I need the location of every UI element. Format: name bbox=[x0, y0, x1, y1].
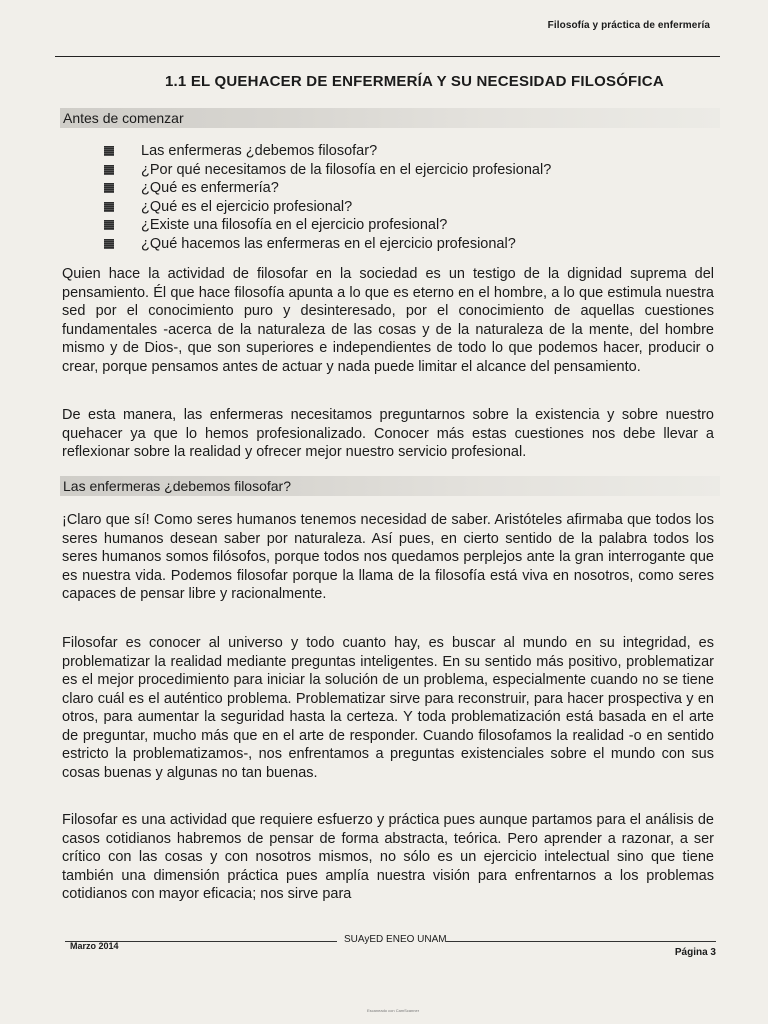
band-label: Las enfermeras ¿debemos filosofar? bbox=[63, 478, 291, 494]
paragraph: De esta manera, las enfermeras necesitamos preguntarnos sobre la existencia y sobre nuestro quehacer ya que lo hemos profesionalizado. Conocer más estas cuestiones nos debe llevar a reflexionar sobre la realidad y ofrecer mejor nuestro servicio profesional. bbox=[62, 407, 714, 460]
list-item: ¿Qué es enfermería? bbox=[104, 179, 551, 198]
footer-rule-right bbox=[446, 941, 716, 942]
square-bullet-icon bbox=[104, 220, 114, 230]
list-item: ¿Existe una filosofía en el ejercicio profesional? bbox=[104, 216, 551, 235]
footer-date: Marzo 2014 bbox=[70, 941, 119, 951]
list-item: ¿Por qué necesitamos de la filosofía en el ejercicio profesional? bbox=[104, 161, 551, 180]
header-rule bbox=[55, 56, 720, 57]
scanner-watermark: Escaneado con CamScanner bbox=[367, 1008, 420, 1013]
section-band-filosofar bbox=[60, 476, 720, 496]
footer-center-label: SUAyED ENEO UNAM bbox=[344, 934, 447, 945]
square-bullet-icon bbox=[104, 239, 114, 249]
header-title: Filosofía y práctica de enfermería bbox=[547, 20, 710, 31]
square-bullet-icon bbox=[104, 202, 114, 212]
page-number: Página 3 bbox=[674, 947, 716, 958]
list-item: ¿Qué es el ejercicio profesional? bbox=[104, 198, 551, 217]
paragraph: ¡Claro que sí! Como seres humanos tenemos necesidad de saber. Aristóteles afirmaba que todos los seres humanos desean saber por naturaleza. Así pues, en cierto sentido de la palabra todos los seres humanos somos filósofos, porque todos nos quedamos perplejos ante la gran interrogante que es nuestra vida. Podemos filosofar porque la llama de la filosofía está viva en nosotros, como seres capaces de pensar libre y racionalmente. bbox=[62, 512, 714, 602]
band-label: Antes de comenzar bbox=[63, 110, 184, 126]
paragraph: Quien hace la actividad de filosofar en la sociedad es un testigo de la dignidad suprema del pensamiento. Él que hace filosofía apunta a lo que es eterno en el hombre, a lo que estimula nuestra sed por el conocimiento puro y desinteresado, por el conocimiento de aquellas cuestiones fundamentales -acerca de la naturaleza de las cosas y de la naturaleza de la mente, del hombre mismo y de Dios-, que son superiores e independientes de todo lo que podemos hacer, producir o crear, porque pensamos antes de actuar y nada puede limitar el alcance del pensamiento. bbox=[62, 266, 714, 375]
square-bullet-icon bbox=[104, 165, 114, 175]
list-item: ¿Qué hacemos las enfermeras en el ejercicio profesional? bbox=[104, 235, 551, 254]
list-item: Las enfermeras ¿debemos filosofar? bbox=[104, 142, 551, 161]
square-bullet-icon bbox=[104, 183, 114, 193]
question-list bbox=[104, 142, 551, 254]
paragraph: Filosofar es una actividad que requiere esfuerzo y práctica pues aunque partamos para el análisis de casos cotidianos habremos de pensar de forma abstracta, teórica. Pero aprender a razonar, a ser crítico con las cosas y con nosotros mismos, no sólo es un ejercicio intelectual sino que tiene también una dimensión práctica pues amplía nuestra visión para enfrentarnos a los problemas cotidianos con mayor eficacia; nos sirve para bbox=[62, 812, 714, 902]
square-bullet-icon bbox=[104, 146, 114, 156]
section-title: 1.1 EL QUEHACER DE ENFERMERÍA Y SU NECESIDAD FILOSÓFICA bbox=[165, 73, 664, 90]
section-band-antes bbox=[60, 108, 720, 128]
paragraph: Filosofar es conocer al universo y todo cuanto hay, es buscar al mundo en su integridad, es problematizar la realidad mediante preguntas inteligentes. En su sentido más positivo, problematizar es el mejor procedimiento para iniciar la solución de un problema, especialmente cuando no se tiene claro cuál es el auténtico problema. Problematizar sirve para reconstruir, para hacer prospectiva y en otros, para aumentar la seguridad hasta la certeza. Y toda problematización está basada en el arte de preguntar, mucho más que en el arte de responder. Cuando filosofamos la realidad -o en sentido estricto la problematizamos-, nos enfrentamos a preguntas existenciales sobre el mundo con sus cosas buenas y algunas no tan buenas. bbox=[62, 635, 714, 781]
